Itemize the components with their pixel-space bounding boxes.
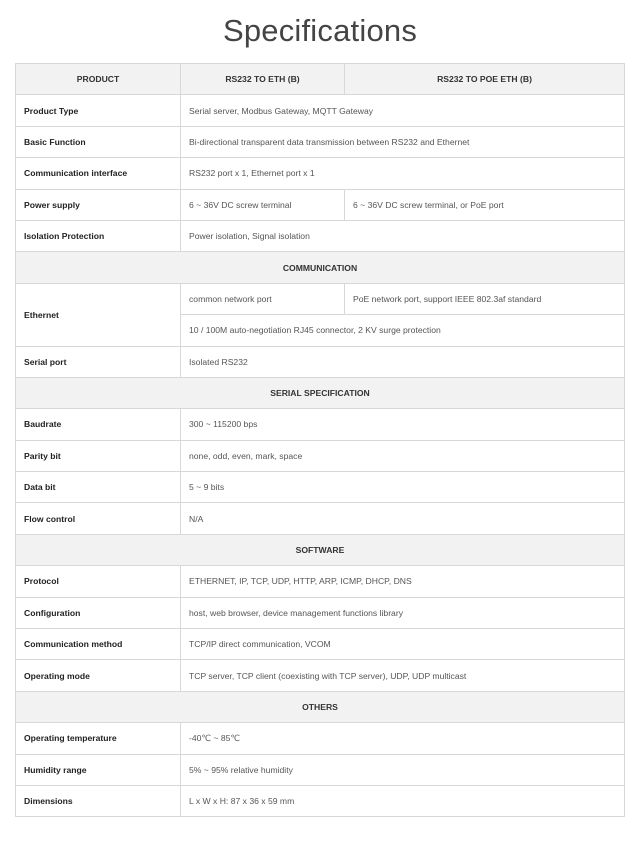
row-value: Isolated RS232 bbox=[181, 346, 625, 377]
table-row bbox=[16, 95, 625, 126]
section-title: SOFTWARE bbox=[16, 534, 625, 565]
row-value: 5 ~ 9 bits bbox=[181, 472, 625, 503]
row-value: TCP/IP direct communication, VCOM bbox=[181, 629, 625, 660]
row-value: ETHERNET, IP, TCP, UDP, HTTP, ARP, ICMP, DHCP, DNS bbox=[181, 566, 625, 597]
row-value-eth: common network port bbox=[181, 283, 345, 314]
row-label: Operating mode bbox=[16, 660, 181, 691]
row-value-poe: PoE network port, support IEEE 802.3af standard bbox=[345, 283, 625, 314]
row-value: Bi-directional transparent data transmission between RS232 and Ethernet bbox=[181, 126, 625, 157]
row-value: -40℃ ~ 85℃ bbox=[181, 723, 625, 754]
header-model-eth: RS232 TO ETH (B) bbox=[181, 64, 345, 95]
table-row bbox=[16, 126, 625, 157]
row-label: Data bit bbox=[16, 472, 181, 503]
row-label: Protocol bbox=[16, 566, 181, 597]
spec-table bbox=[15, 63, 625, 817]
row-label: Configuration bbox=[16, 597, 181, 628]
row-value: N/A bbox=[181, 503, 625, 534]
row-label: Isolation Protection bbox=[16, 220, 181, 251]
row-value: 5% ~ 95% relative humidity bbox=[181, 754, 625, 785]
table-row bbox=[16, 283, 625, 314]
row-label: Parity bit bbox=[16, 440, 181, 471]
row-value: TCP server, TCP client (coexisting with TCP server), UDP, UDP multicast bbox=[181, 660, 625, 691]
table-row bbox=[16, 660, 625, 691]
header-model-poe: RS232 TO POE ETH (B) bbox=[345, 64, 625, 95]
row-value: L x W x H: 87 x 36 x 59 mm bbox=[181, 785, 625, 816]
table-row bbox=[16, 566, 625, 597]
row-value: 10 / 100M auto-negotiation RJ45 connector, 2 KV surge protection bbox=[181, 315, 625, 346]
row-label: Humidity range bbox=[16, 754, 181, 785]
row-label: Product Type bbox=[16, 95, 181, 126]
section-title: OTHERS bbox=[16, 691, 625, 722]
row-value: RS232 port x 1, Ethernet port x 1 bbox=[181, 158, 625, 189]
table-row bbox=[16, 158, 625, 189]
row-value: Power isolation, Signal isolation bbox=[181, 220, 625, 251]
row-label: Flow control bbox=[16, 503, 181, 534]
row-label: Basic Function bbox=[16, 126, 181, 157]
table-row bbox=[16, 754, 625, 785]
table-row bbox=[16, 629, 625, 660]
row-label: Power supply bbox=[16, 189, 181, 220]
table-row bbox=[16, 472, 625, 503]
section-header-row bbox=[16, 534, 625, 565]
table-row bbox=[16, 503, 625, 534]
section-title: SERIAL SPECIFICATION bbox=[16, 377, 625, 408]
row-label: Operating temperature bbox=[16, 723, 181, 754]
table-header-row bbox=[16, 64, 625, 95]
row-label: Baudrate bbox=[16, 409, 181, 440]
row-value: 300 ~ 115200 bps bbox=[181, 409, 625, 440]
row-value: none, odd, even, mark, space bbox=[181, 440, 625, 471]
section-header-row bbox=[16, 252, 625, 283]
table-row bbox=[16, 189, 625, 220]
section-header-row bbox=[16, 377, 625, 408]
row-label: Serial port bbox=[16, 346, 181, 377]
table-row bbox=[16, 409, 625, 440]
row-label: Dimensions bbox=[16, 785, 181, 816]
section-header-row bbox=[16, 691, 625, 722]
table-row bbox=[16, 346, 625, 377]
row-value-eth: 6 ~ 36V DC screw terminal bbox=[181, 189, 345, 220]
row-value: Serial server, Modbus Gateway, MQTT Gateway bbox=[181, 95, 625, 126]
section-title: COMMUNICATION bbox=[16, 252, 625, 283]
page-title: Specifications bbox=[222, 13, 418, 48]
row-label: Communication method bbox=[16, 629, 181, 660]
table-row bbox=[16, 785, 625, 816]
table-row bbox=[16, 723, 625, 754]
row-label: Communication interface bbox=[16, 158, 181, 189]
table-row bbox=[16, 220, 625, 251]
row-value: host, web browser, device management functions library bbox=[181, 597, 625, 628]
table-row bbox=[16, 440, 625, 471]
row-value-poe: 6 ~ 36V DC screw terminal, or PoE port bbox=[345, 189, 625, 220]
table-row bbox=[16, 597, 625, 628]
header-product: PRODUCT bbox=[16, 64, 181, 95]
row-label: Ethernet bbox=[16, 283, 181, 346]
